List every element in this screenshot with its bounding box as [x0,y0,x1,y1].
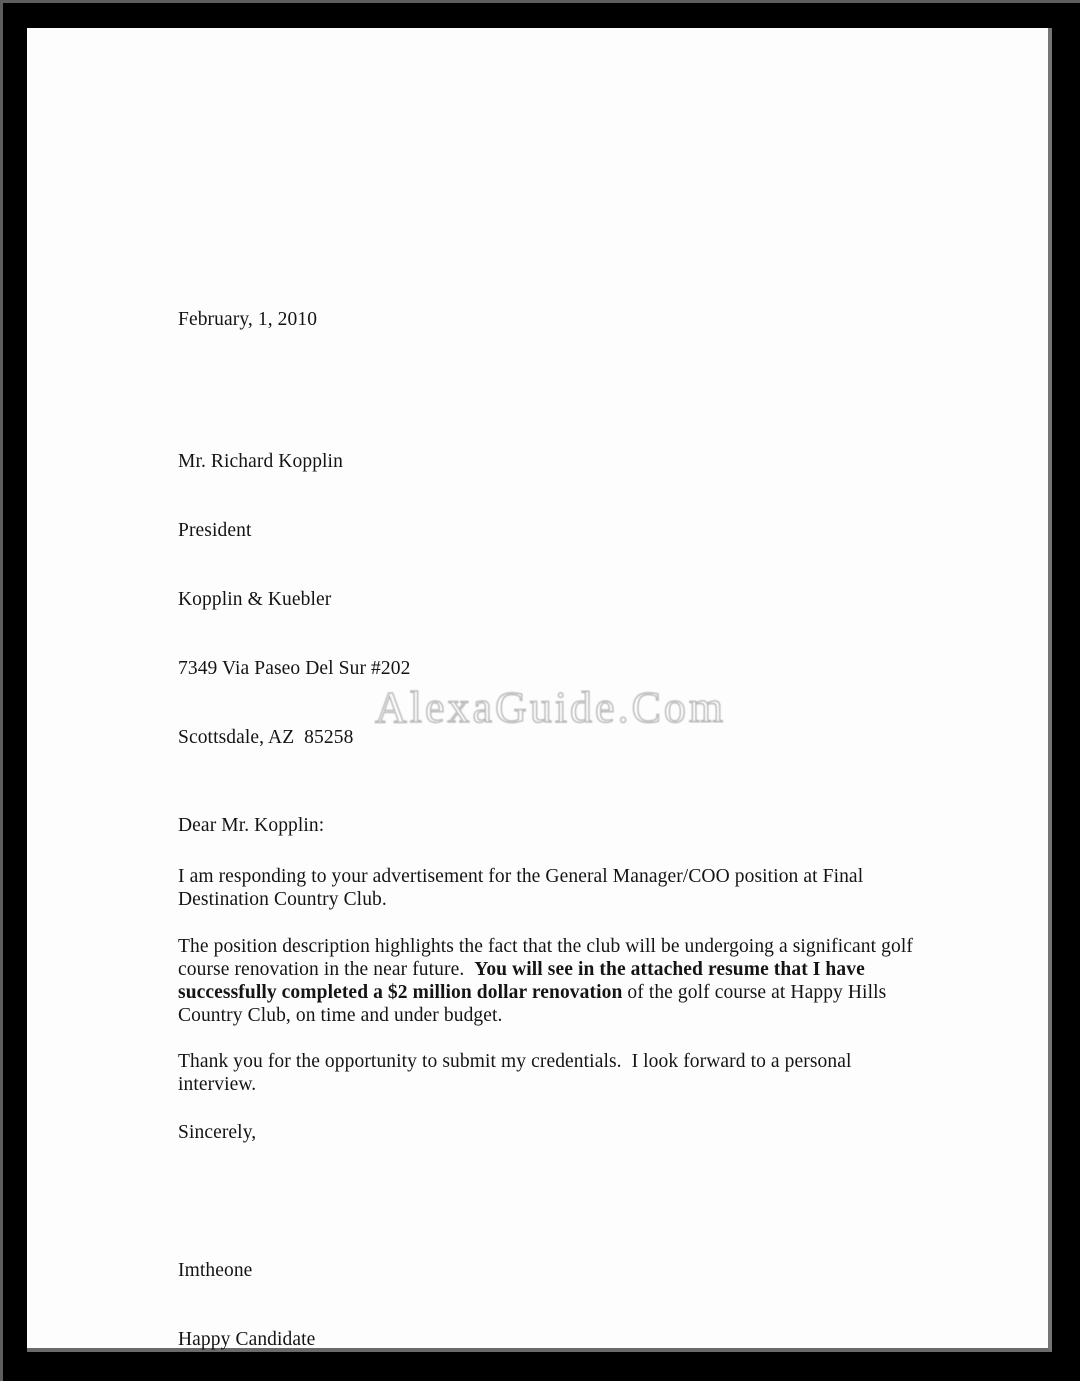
letter-body [178,308,918,1381]
signature-block [178,1213,918,1381]
recipient-street: 7349 Via Paseo Del Sur #202 [178,658,411,679]
site-watermark: AlexaGuide.Com [375,683,727,732]
letter-page [27,28,1052,1352]
paragraph-qualifications-tail: of the golf course at Happy Hills Country Club, on time and under budget. [178,982,892,1026]
frame-top-edge [0,0,1080,3]
closing: Sincerely, [178,1122,257,1143]
signature-title: Happy Candidate [178,1329,316,1350]
paragraph-qualifications [178,935,918,1027]
recipient-name: Mr. Richard Kopplin [178,451,343,472]
frame-left-edge [0,0,3,1381]
paragraph-intro: I am responding to your advertisement for the General Manager/COO position at Final Destination Country Club. [178,866,869,910]
letter-date: February, 1, 2010 [178,309,318,330]
recipient-address-block [178,404,918,795]
paragraph-thanks: Thank you for the opportunity to submit my credentials. I look forward to a personal interview. [178,1051,857,1095]
salutation: Dear Mr. Kopplin: [178,815,325,836]
signature-name: Imtheone [178,1260,253,1281]
recipient-city-state-zip: Scottsdale, AZ 85258 [178,727,354,748]
paragraph-qualifications-lead: The position description highlights the fact that the club will be undergoing a significant golf course renovation in the near future. [178,936,918,980]
recipient-company: Kopplin & Kuebler [178,589,332,610]
recipient-title: President [178,520,252,541]
bold-resume-claim: You will see in the attached resume that I have successfully completed a $2 million dollar renovation [178,959,870,1003]
